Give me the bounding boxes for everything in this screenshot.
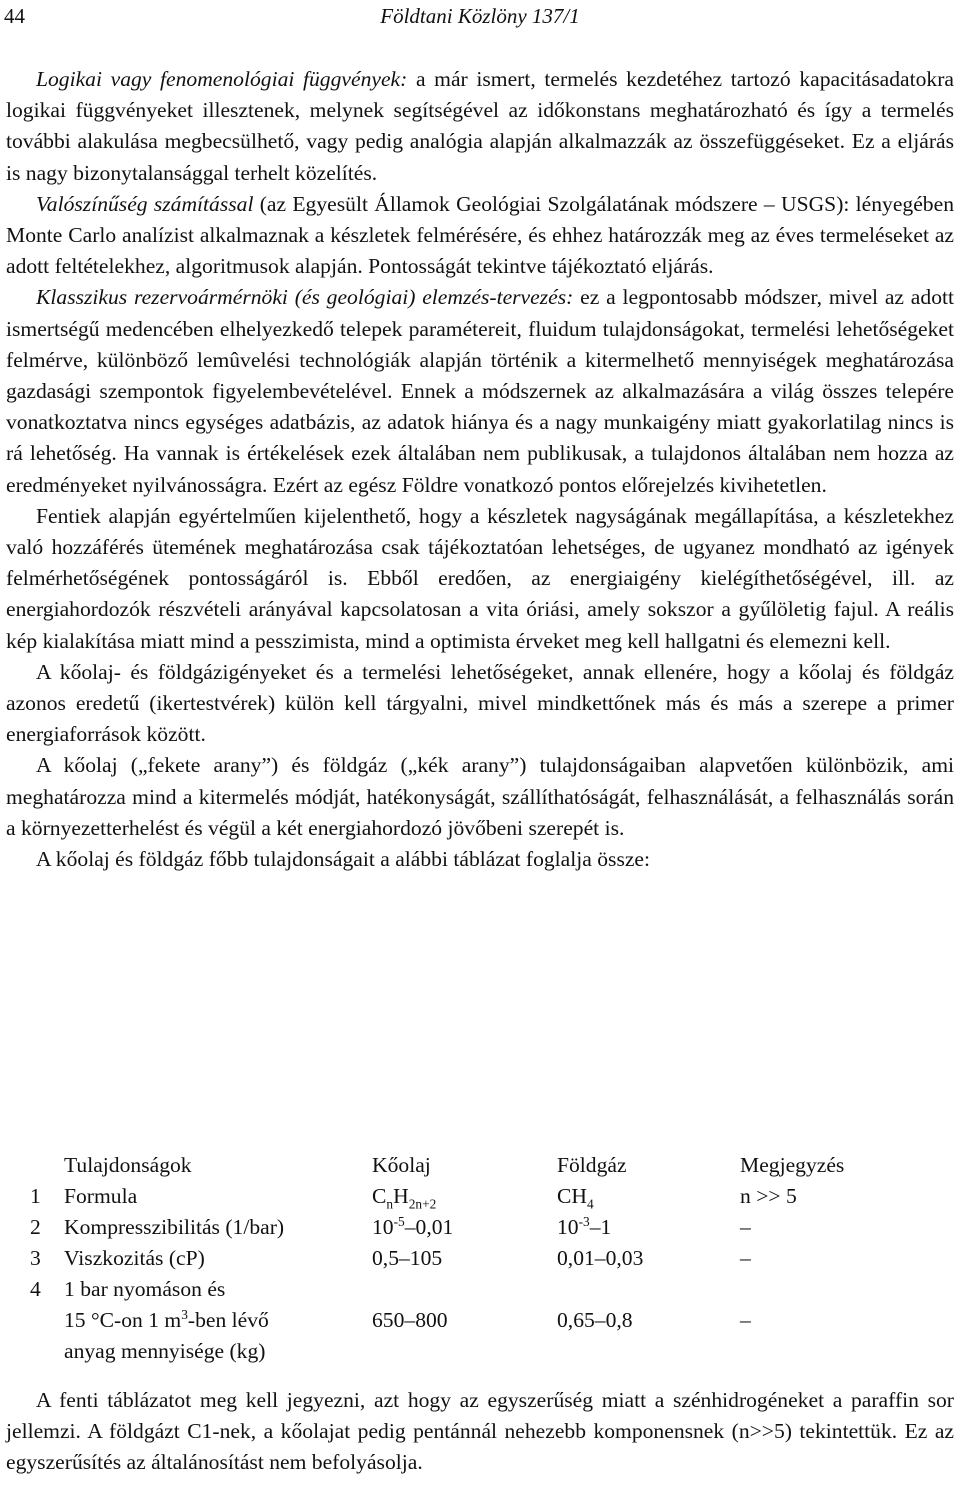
property-name: Viszkozitás (cP): [64, 1246, 205, 1270]
property-name: Formula: [64, 1184, 138, 1208]
paragraph-lead: Logikai vagy fenomenológiai függvények:: [36, 67, 408, 91]
oil-value: 0,5–105: [372, 1246, 443, 1270]
table-header-cell: Megjegyzés: [740, 1153, 845, 1177]
table-header-cell: Kőolaj: [372, 1153, 431, 1177]
oil-value: $10^{-5}-0,01$: [372, 1213, 454, 1239]
paragraph-lead: Valószínűség számítással: [36, 191, 254, 216]
paragraph-text: A kőolaj („fekete arany”) és földgáz („kék arany”) tulajdonságaiban alapvetően különbözik, ami meghatározza mind a kitermelés módját, hatékonyságát, szállíthatóságát, felhasználását, a felhasználás során a környezetterhelést és végül a két energiahordozó jövőbeni szerepét is.: [6, 753, 954, 840]
gas-formula: $CH_4$: [557, 1184, 594, 1212]
paragraph-table-intro: [6, 844, 954, 875]
property-line: 15 °C-on 1 $m^3$-ben lévő: [64, 1306, 269, 1332]
body-text: [6, 64, 954, 875]
page-header: [0, 4, 960, 34]
row-number: 2: [30, 1215, 41, 1239]
paragraph-probability: [6, 189, 954, 283]
paragraph-text: (az Egyesült Államok Geológiai Szolgálatának módszere – USGS): lényegében Monte Carlo analízist alkalmaznak a készletek felmérésére, és ehhez határozzák meg az éves termeléseket az adott feltételekhez, algoritmusok alapján. Pontosságát tekintve tájékoztató eljárás.: [6, 191, 954, 279]
paragraph-simplification: A fenti táblázatot meg kell jegyezni, azt hogy az egyszerűség miatt a szénhidrogéneket a paraffin sor jellemzi. A földgázt C1-nek, a kőolajat pedig pentánnál nehezebb komponensnek (n>>5) tekintettük. Ez az egyszerűsítés az általánosítást nem befolyásolja.: [6, 1388, 954, 1475]
paragraph-reservoir-engineering: [6, 282, 954, 500]
note-cell: –: [740, 1215, 751, 1239]
paragraph-oil-gas-properties: [6, 750, 954, 844]
property-name: Kompresszibilitás (1/bar): [64, 1215, 285, 1239]
property-name: [64, 1274, 372, 1367]
paragraph-text: ez a legpontosabb módszer, mivel az adott ismertségű medencében elhelyezkedő telepek paramétereit, fluidum tulajdonságokat, termelési lehetőségeket felmérve, különböző lemûvelési technológiák alapján történik a kitermelhető mennyiségek meghatározása gazdasági szempontok figyelembevételével. Ennek a módszernek az alkalmazására a világ összes telepére vonatkoztatva nincs egységes adatbázis, az adatok hiánya és a nagy munkaigény miatt gyakorlatilag nincs is rá lehetőség. Ha vannak is értékelések ezek általában nem publikusak, a tulajdonos általában nem hozza az eredményeket nyilvánosságra. Ezért az egész Földre vonatkozó pontos előrejelzés kivihetetlen.: [6, 285, 954, 497]
running-title: Földtani Közlöny 137/1: [380, 4, 580, 28]
paragraph-text: A kőolaj- és földgázigényeket és a termelési lehetőségeket, annak ellenére, hogy a kőolaj és földgáz azonos eredetű (ikertestvérek) külön kell tárgyalni, mivel mindkettőnek más és más a szerepe a primer energiaforrások között.: [6, 659, 954, 747]
note-cell: –: [740, 1246, 751, 1270]
paragraph-text: A kőolaj és földgáz főbb tulajdonságait a alábbi táblázat foglalja össze:: [36, 847, 651, 872]
table-header-row: [30, 1150, 910, 1181]
row-number: 4: [30, 1277, 41, 1301]
page-number: 44: [4, 4, 25, 28]
paragraph-text: a már ismert, termelés kezdetéhez tartozó kapacitásadatokra logikai függvényeket illesztenek, melynek segítségével az időkonstans meghatározható és így a termelés további alakulása megbecsülhető, vagy pedig analógia alapján alkalmazzák az összefüggéseket. Ez a eljárás is nagy bizonytalansággal terhelt közelítés.: [6, 67, 954, 185]
paragraph-logical-functions: [6, 64, 954, 189]
note-cell: n >> 5: [740, 1184, 797, 1208]
table-header-cell: Tulajdonságok: [64, 1153, 192, 1177]
table-row: [30, 1212, 910, 1243]
property-line: anyag mennyisége (kg): [64, 1339, 266, 1363]
paragraph-conclusion: [6, 501, 954, 657]
oil-value: 650–800: [372, 1308, 448, 1332]
table-row: [30, 1274, 910, 1367]
gas-value: 0,01–0,03: [557, 1246, 644, 1270]
paragraph-lead: Klasszikus rezervoármérnöki (és geológiai) elemzés-tervezés:: [36, 285, 574, 310]
gas-value: $10^{-3}-1$: [557, 1213, 612, 1239]
property-line: 1 bar nyomáson és: [64, 1277, 226, 1301]
note-cell: –: [740, 1308, 751, 1332]
table-header-number: [30, 1150, 64, 1181]
oil-formula: $C_nH_{2n+2}$: [372, 1184, 437, 1212]
properties-table: [30, 1150, 910, 1367]
table-row: [30, 1181, 910, 1212]
gas-value: 0,65–0,8: [557, 1308, 633, 1332]
paragraph-oil-gas-demands: [6, 657, 954, 751]
table-row: [30, 1243, 910, 1274]
row-number: 3: [30, 1246, 41, 1270]
after-table-text: [6, 1385, 954, 1479]
table-header-cell: Földgáz: [557, 1153, 627, 1177]
paragraph-text: Fentiek alapján egyértelműen kijelenthető, hogy a készletek nagyságának megállapítása, a készletekhez való hozzáférés ütemének meghatározása csak tájékoztatóan lehetséges, de ugyanez mondható az igények felmérhetőségének pontosságáról is. Ebből eredően, az energiaigény kielégíthetőségével, ill. az energiahordozók részvételi arányával kapcsolatosan a vita óriási, amely sokszor a gyűlöletig fajul. A reális kép kialakítása miatt mind a pesszimista, mind a optimista érveket meg kell hallgatni és elemezni kell.: [6, 503, 954, 653]
row-number: 1: [30, 1184, 41, 1208]
